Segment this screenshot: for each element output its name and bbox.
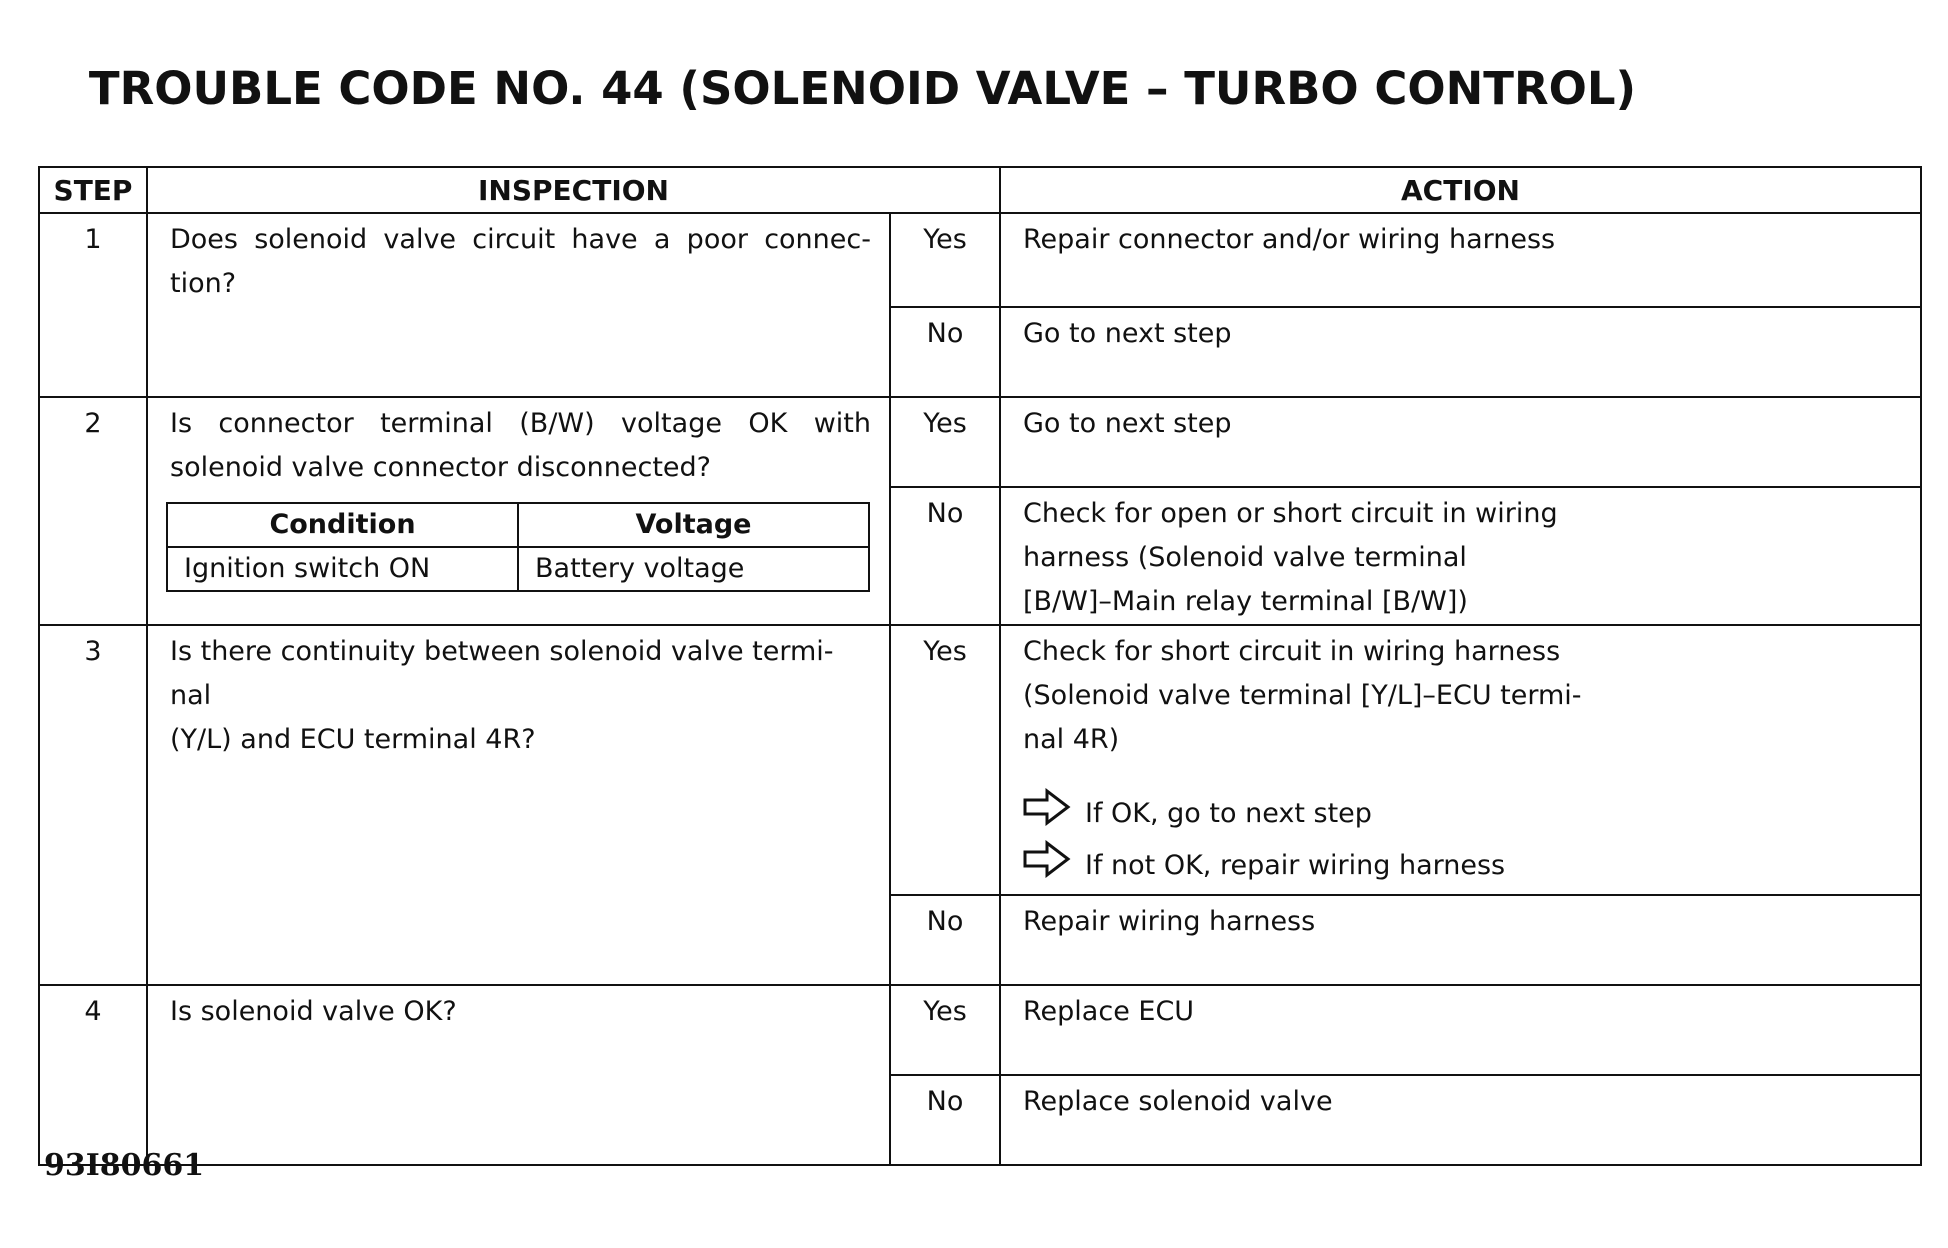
inspection-line: Is there continuity between solenoid valve termi- bbox=[170, 636, 834, 667]
action-line: harness (Solenoid valve terminal bbox=[1023, 542, 1467, 573]
header-row bbox=[39, 167, 1921, 213]
no-label: No bbox=[890, 1075, 1000, 1165]
action-line: Check for short circuit in wiring harness bbox=[1023, 636, 1561, 667]
voltage-value: Battery voltage bbox=[518, 547, 869, 591]
condition-table bbox=[166, 502, 870, 592]
action-cell bbox=[1000, 487, 1921, 625]
table-row bbox=[39, 213, 1921, 307]
inspection-text: Does solenoid valve circuit have a poor connec-tion? bbox=[147, 213, 890, 397]
table-row bbox=[39, 397, 1921, 487]
action-line: [B/W]–Main relay terminal [B/W]) bbox=[1023, 586, 1468, 617]
inspection-text: Is connector terminal (B/W) voltage OK with solenoid valve connector disconnected? bbox=[170, 408, 871, 483]
inspection-cell bbox=[147, 397, 890, 625]
hollow-right-arrow-icon bbox=[1023, 788, 1085, 840]
table-row bbox=[39, 985, 1921, 1075]
action-line: nal 4R) bbox=[1023, 724, 1120, 755]
action-text: Replace solenoid valve bbox=[1000, 1075, 1921, 1165]
header-action: ACTION bbox=[1000, 167, 1921, 213]
hollow-right-arrow-icon bbox=[1023, 840, 1085, 892]
action-cell bbox=[1000, 625, 1921, 895]
inspection-line: nal bbox=[170, 680, 212, 711]
page-title: TROUBLE CODE NO. 44 (SOLENOID VALVE – TURBO CONTROL) bbox=[88, 62, 1637, 115]
yes-label: Yes bbox=[890, 625, 1000, 895]
step-number: 3 bbox=[39, 625, 147, 985]
yes-label: Yes bbox=[890, 985, 1000, 1075]
action-line: (Solenoid valve terminal [Y/L]–ECU termi- bbox=[1023, 680, 1582, 711]
action-text: Go to next step bbox=[1000, 307, 1921, 397]
document-id: 93I80661 bbox=[44, 1148, 205, 1183]
if-ok-line: If OK, go to next step bbox=[1023, 788, 1910, 840]
condition-header: Condition bbox=[167, 503, 518, 547]
yes-label: Yes bbox=[890, 213, 1000, 307]
yes-label: Yes bbox=[890, 397, 1000, 487]
table-row bbox=[39, 625, 1921, 895]
no-label: No bbox=[890, 895, 1000, 985]
header-step: STEP bbox=[39, 167, 147, 213]
inspection-line: (Y/L) and ECU terminal 4R? bbox=[170, 724, 536, 755]
header-inspection: INSPECTION bbox=[147, 167, 1000, 213]
step-number: 2 bbox=[39, 397, 147, 625]
inspection-cell bbox=[147, 625, 890, 985]
condition-value: Ignition switch ON bbox=[167, 547, 518, 591]
action-text: Repair wiring harness bbox=[1000, 895, 1921, 985]
action-text: Replace ECU bbox=[1000, 985, 1921, 1075]
action-line: Check for open or short circuit in wiring bbox=[1023, 498, 1558, 529]
voltage-header: Voltage bbox=[518, 503, 869, 547]
action-text: Repair connector and/or wiring harness bbox=[1000, 213, 1921, 307]
action-text: Go to next step bbox=[1000, 397, 1921, 487]
inspection-text: Is solenoid valve OK? bbox=[147, 985, 890, 1165]
if-not-ok-line: If not OK, repair wiring harness bbox=[1023, 840, 1910, 892]
no-label: No bbox=[890, 487, 1000, 625]
trouble-code-table bbox=[38, 166, 1922, 1166]
no-label: No bbox=[890, 307, 1000, 397]
step-number: 1 bbox=[39, 213, 147, 397]
step-number: 4 bbox=[39, 985, 147, 1165]
